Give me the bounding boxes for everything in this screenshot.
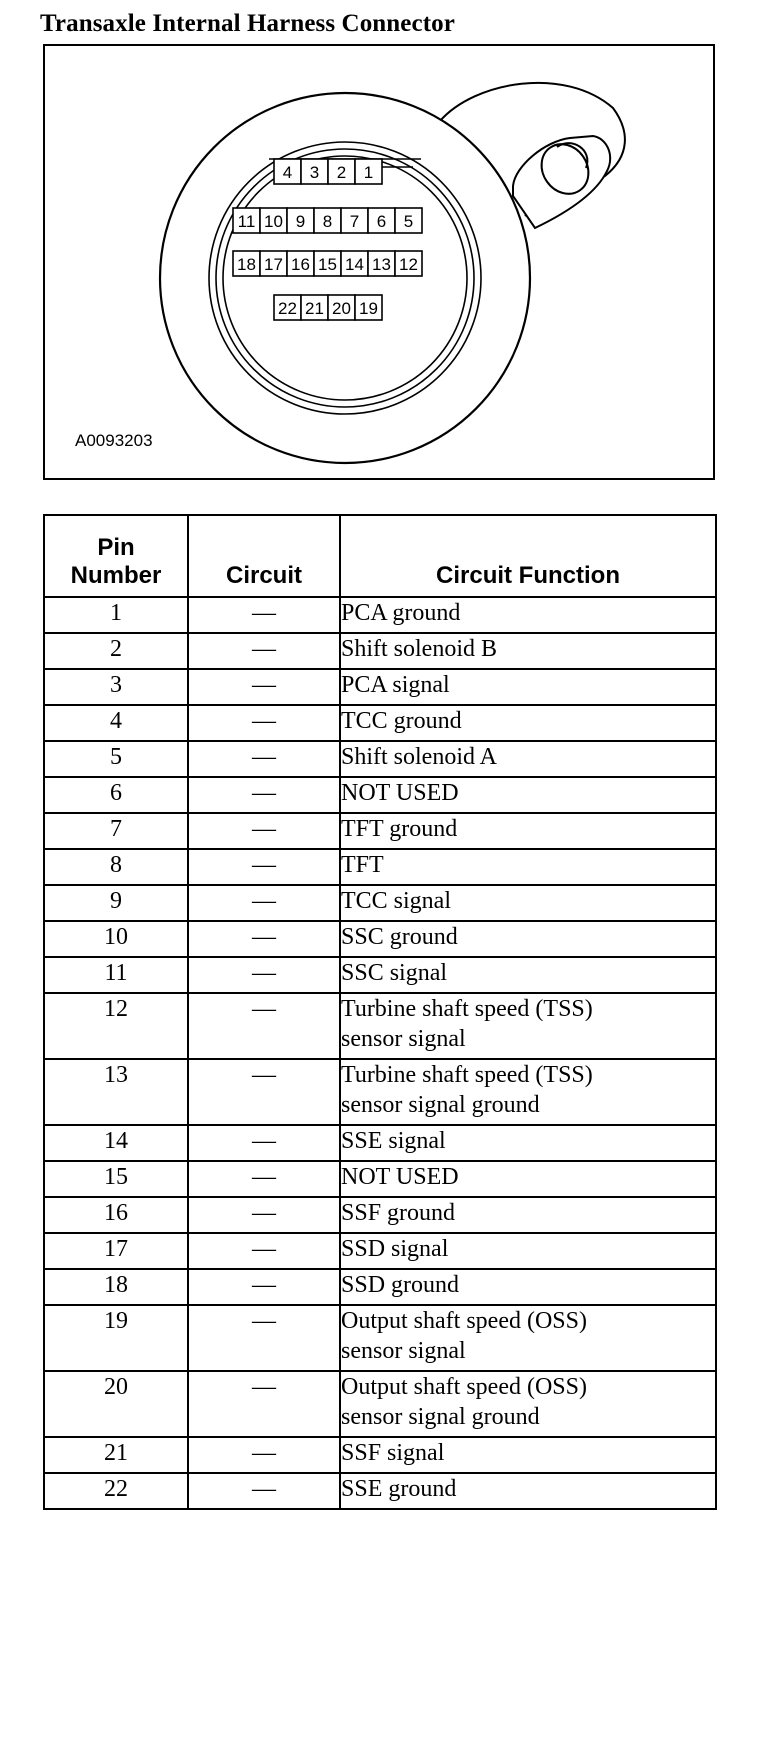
pin-number-cell: 5	[44, 741, 188, 777]
circuit-cell: —	[188, 741, 340, 777]
pin-number-cell: 7	[44, 813, 188, 849]
table-row	[44, 849, 716, 885]
circuit-cell: —	[188, 777, 340, 813]
connector-pin-label: 5	[403, 212, 414, 231]
pin-number-cell: 2	[44, 633, 188, 669]
connector-pin-label: 18	[237, 255, 256, 274]
connector-pin-label: 20	[332, 299, 351, 318]
table-row	[44, 741, 716, 777]
connector-figure	[43, 44, 715, 480]
connector-pin-label: 14	[345, 255, 364, 274]
circuit-function-cell: Output shaft speed (OSS) sensor signal ground	[340, 1371, 716, 1437]
circuit-function-cell: NOT USED	[340, 1161, 716, 1197]
table-row	[44, 1437, 716, 1473]
pin-number-cell: 9	[44, 885, 188, 921]
circuit-cell: —	[188, 1125, 340, 1161]
circuit-function-cell: SSD signal	[340, 1233, 716, 1269]
circuit-cell: —	[188, 813, 340, 849]
page-title: Transaxle Internal Harness Connector	[40, 10, 455, 37]
circuit-function-cell: TFT	[340, 849, 716, 885]
circuit-cell: —	[188, 1473, 340, 1509]
pin-number-cell: 4	[44, 705, 188, 741]
header-circuit-function: Circuit Function	[340, 515, 716, 597]
pinout-table	[43, 514, 717, 1510]
table-row	[44, 669, 716, 705]
circuit-function-cell: TCC signal	[340, 885, 716, 921]
circuit-cell: —	[188, 1197, 340, 1233]
table-body	[44, 597, 716, 1509]
circuit-cell: —	[188, 1305, 340, 1371]
circuit-cell: —	[188, 885, 340, 921]
table-row	[44, 1059, 716, 1125]
connector-pin-label: 3	[309, 163, 320, 182]
pin-number-cell: 18	[44, 1269, 188, 1305]
circuit-function-cell: NOT USED	[340, 777, 716, 813]
pin-number-cell: 6	[44, 777, 188, 813]
header-pin-number	[44, 515, 188, 597]
circuit-cell: —	[188, 597, 340, 633]
circuit-cell: —	[188, 1161, 340, 1197]
header-pin-number-label: Pin Number	[70, 534, 162, 589]
connector-pin-label: 17	[264, 255, 283, 274]
circuit-function-cell: Shift solenoid A	[340, 741, 716, 777]
circuit-cell: —	[188, 849, 340, 885]
connector-pin-label: 19	[359, 299, 378, 318]
connector-pin-label: 16	[291, 255, 310, 274]
circuit-function-cell: Turbine shaft speed (TSS) sensor signal	[340, 993, 716, 1059]
circuit-function-cell: SSD ground	[340, 1269, 716, 1305]
table-header-row	[44, 515, 716, 597]
table-row	[44, 885, 716, 921]
circuit-function-cell: Turbine shaft speed (TSS) sensor signal ground	[340, 1059, 716, 1125]
circuit-function-cell: SSE signal	[340, 1125, 716, 1161]
pin-number-cell: 22	[44, 1473, 188, 1509]
connector-pin-label: 13	[372, 255, 391, 274]
pin-number-cell: 21	[44, 1437, 188, 1473]
circuit-function-cell: Shift solenoid B	[340, 633, 716, 669]
circuit-function-cell: SSF signal	[340, 1437, 716, 1473]
circuit-cell: —	[188, 957, 340, 993]
circuit-cell: —	[188, 1437, 340, 1473]
circuit-function-cell: Output shaft speed (OSS) sensor signal	[340, 1305, 716, 1371]
connector-pin-label: 2	[336, 163, 347, 182]
table-row	[44, 921, 716, 957]
connector-pin-label: 12	[399, 255, 418, 274]
table-row	[44, 957, 716, 993]
table-row	[44, 993, 716, 1059]
circuit-cell: —	[188, 921, 340, 957]
table-row	[44, 705, 716, 741]
table-row	[44, 1125, 716, 1161]
table-row	[44, 1473, 716, 1509]
connector-pin-label: 15	[318, 255, 337, 274]
figure-id: A0093203	[75, 431, 153, 450]
connector-diagram	[45, 46, 713, 478]
connector-pin-label: 7	[349, 212, 360, 231]
pin-number-cell: 15	[44, 1161, 188, 1197]
table-row	[44, 777, 716, 813]
connector-pin-label: 10	[264, 212, 283, 231]
table-row	[44, 1305, 716, 1371]
circuit-cell: —	[188, 633, 340, 669]
circuit-function-cell: TFT ground	[340, 813, 716, 849]
pin-number-cell: 12	[44, 993, 188, 1059]
connector-pin-label: 11	[237, 212, 256, 231]
circuit-cell: —	[188, 669, 340, 705]
connector-pin-label: 8	[322, 212, 333, 231]
circuit-function-cell: SSF ground	[340, 1197, 716, 1233]
pin-number-cell: 11	[44, 957, 188, 993]
pin-number-cell: 20	[44, 1371, 188, 1437]
table-row	[44, 1161, 716, 1197]
connector-pin-label: 21	[305, 299, 324, 318]
circuit-cell: —	[188, 1059, 340, 1125]
table-row	[44, 1269, 716, 1305]
circuit-function-cell: SSC signal	[340, 957, 716, 993]
pin-number-cell: 8	[44, 849, 188, 885]
table-row	[44, 813, 716, 849]
header-circuit: Circuit	[188, 515, 340, 597]
circuit-cell: —	[188, 1269, 340, 1305]
pin-number-cell: 19	[44, 1305, 188, 1371]
pin-number-cell: 13	[44, 1059, 188, 1125]
pin-number-cell: 17	[44, 1233, 188, 1269]
table-row	[44, 1371, 716, 1437]
table-row	[44, 1233, 716, 1269]
table-row	[44, 633, 716, 669]
circuit-cell: —	[188, 993, 340, 1059]
connector-pin-label: 22	[278, 299, 297, 318]
connector-pin-label: 6	[376, 212, 387, 231]
table-row	[44, 597, 716, 633]
pin-number-cell: 10	[44, 921, 188, 957]
pin-number-cell: 1	[44, 597, 188, 633]
pin-number-cell: 14	[44, 1125, 188, 1161]
circuit-function-cell: PCA ground	[340, 597, 716, 633]
pin-number-cell: 3	[44, 669, 188, 705]
circuit-function-cell: SSE ground	[340, 1473, 716, 1509]
connector-pin-label: 9	[295, 212, 306, 231]
connector-pin-label: 1	[363, 163, 374, 182]
circuit-cell: —	[188, 1371, 340, 1437]
connector-pin-label: 4	[282, 163, 293, 182]
circuit-function-cell: SSC ground	[340, 921, 716, 957]
table-row	[44, 1197, 716, 1233]
circuit-cell: —	[188, 1233, 340, 1269]
pin-number-cell: 16	[44, 1197, 188, 1233]
circuit-function-cell: PCA signal	[340, 669, 716, 705]
circuit-cell: —	[188, 705, 340, 741]
circuit-function-cell: TCC ground	[340, 705, 716, 741]
